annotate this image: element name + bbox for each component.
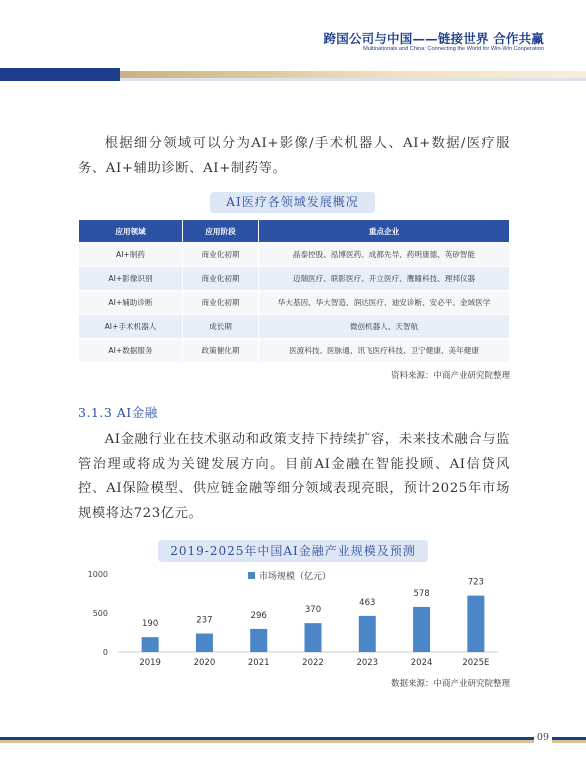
bar <box>196 634 213 652</box>
footer-band-gold <box>0 740 586 743</box>
data-label: 578 <box>413 588 430 599</box>
table-caption: AI医疗各领域发展概况 <box>210 192 375 213</box>
table-row <box>79 339 510 363</box>
table-source: 资料来源：中商产业研究院整理 <box>390 371 510 381</box>
bar <box>250 629 267 652</box>
table-cell: 华大基因、华大智造、润达医疗、迪安诊断、安必平、金域医学 <box>259 291 510 315</box>
y-tick-label: 500 <box>92 609 108 618</box>
y-tick-label: 1000 <box>87 570 108 579</box>
table-cell: 医渡科技、医脉通、讯飞医疗科技、卫宁健康、美年健康 <box>259 339 510 363</box>
data-label: 237 <box>196 615 213 626</box>
ai-finance-bar-chart <box>78 566 510 676</box>
data-label: 723 <box>467 577 484 588</box>
x-tick-label: 2021 <box>247 658 270 668</box>
legend-label: 市场规模（亿元） <box>259 572 332 582</box>
table-cell: 商业化初期 <box>183 291 259 315</box>
chart-source: 数据来源：中商产业研究院整理 <box>390 679 510 689</box>
table-cell: AI+手术机器人 <box>79 315 183 339</box>
table-row <box>79 315 510 339</box>
header-title: 跨国公司与中国——链接世界 合作共赢 <box>323 31 544 46</box>
y-tick-label: 0 <box>102 648 108 657</box>
intro-text: 根据细分领域可以分为AI+影像/手术机器人、AI+数据/医疗服务、AI+辅助诊断、AI+制药等。 <box>78 136 510 176</box>
x-tick-label: 2022 <box>302 658 324 668</box>
x-tick-label: 2019 <box>139 658 161 668</box>
table-cell: 晶泰控股、泓博医药、成都先导、药明康德、英矽智能 <box>259 243 510 267</box>
table-header-field: 应用领域 <box>79 220 183 243</box>
x-tick-label: 2025E <box>462 658 490 668</box>
data-label: 370 <box>304 605 322 616</box>
header-band <box>0 68 586 81</box>
section-paragraph <box>78 428 510 526</box>
table-cell: AI+数据服务 <box>79 339 183 363</box>
bar <box>142 637 159 652</box>
table-cell: 商业化初期 <box>183 243 259 267</box>
x-tick-label: 2024 <box>410 658 433 668</box>
section-title: 3.1.3 AI金融 <box>78 405 158 420</box>
bar <box>413 607 430 652</box>
table-cell: 微创机器人、天智航 <box>259 315 510 339</box>
data-label: 463 <box>359 597 376 608</box>
table-cell: 迈瑞医疗、联影医疗、开立医疗、鹰瞳科技、理邦仪器 <box>259 267 510 291</box>
table-cell: 商业化初期 <box>183 267 259 291</box>
data-label: 296 <box>250 610 267 621</box>
table-row <box>79 291 510 315</box>
table-row <box>79 243 510 267</box>
legend-swatch <box>248 572 255 579</box>
table-cell: 政策催化期 <box>183 339 259 363</box>
intro-paragraph <box>78 132 510 181</box>
bar <box>467 596 484 652</box>
header-subtitle: Multinationals and China: Connecting the World for Win-Win Cooperation <box>363 46 544 52</box>
table-header-companies: 重点企业 <box>259 220 510 243</box>
bar <box>359 616 376 652</box>
table-row <box>79 267 510 291</box>
table-cell: 成长期 <box>183 315 259 339</box>
chart-caption: 2019-2025年中国AI金融产业规模及预测 <box>158 540 428 562</box>
page-number: 09 <box>534 732 552 743</box>
ai-medical-table <box>78 219 510 363</box>
x-tick-label: 2020 <box>193 658 216 668</box>
table-cell: AI+制药 <box>79 243 183 267</box>
section-body: AI金融行业在技术驱动和政策支持下持续扩容，未来技术融合与监管治理或将成为关键发展方向。目前AI金融在智能投顾、AI信贷风控、AI保险模型、供应链金融等细分领域表现亮眼，预计2025年市场规模将达723亿元。 <box>78 432 510 521</box>
table-header-stage: 应用阶段 <box>183 220 259 243</box>
x-tick-label: 2023 <box>356 658 379 668</box>
bar <box>305 623 322 652</box>
table-cell: AI+辅助诊断 <box>79 291 183 315</box>
table-cell: AI+影像识别 <box>79 267 183 291</box>
data-label: 190 <box>142 619 159 630</box>
